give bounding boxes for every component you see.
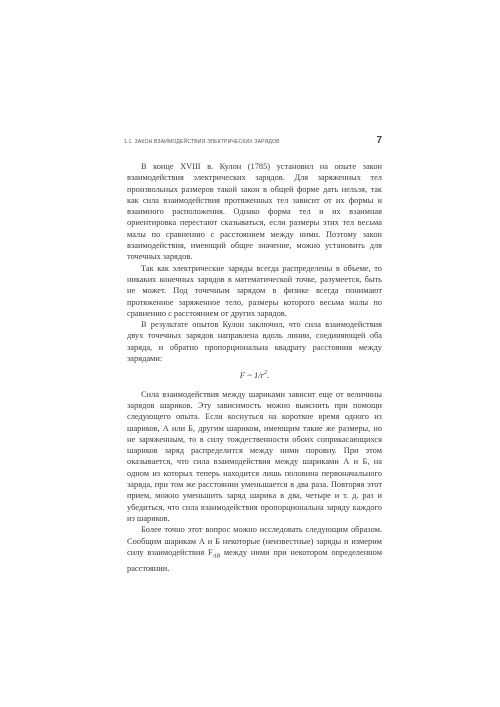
paragraph: В результате опытов Кулон заключил, что сила взаимодействия двух точечных зарядов направлена вдоль линии, соединяющей оба заряда, и обратно пропорциональна квадрату расстояния между зарядами: (127, 320, 382, 364)
paragraph-text: Более точно этот вопрос можно исследовать следующим образом. Сообщим шарикам А и Б некоторые (неизвестные) заряды и измерим силу взаимодействия F (127, 525, 382, 557)
body-text (127, 161, 382, 574)
paragraph (127, 524, 382, 574)
coulomb-formula (127, 370, 382, 381)
paragraph: Так как электрические заряды всегда распределены в объеме, то никаких конечных зарядов в математической точке, разумеется, быть не может. Под точечным зарядом в физике всегда понимают протяженное заряженное тело, размеры которого весьма малы по сравнению с расстоянием от других зарядов. (127, 263, 382, 318)
formula-end: . (267, 370, 270, 381)
page-number: 7 (376, 135, 382, 146)
section-title: 1.1. ЗАКОН ВЗАИМОДЕЙСТВИЯ ЭЛЕКТРИЧЕСКИХ ЗАРЯДОВ (124, 139, 280, 145)
formula-lhs: F ~ 1/r (239, 370, 265, 381)
force-subscript: AB (212, 553, 221, 560)
running-head (124, 135, 382, 146)
paragraph: Сила взаимодействия между шариками зависит еще от величины зарядов шариков. Эту зависимость можно выяснить при помощи следующего опыта. Если коснуться на короткое время одного из шариков, А или Б, другим шариком, имеющим такие же размеры, но не заряженным, то в силу тождественности обоих соприкасающихся шариков заряд распределится между ними поровну. При этом оказывается, что сила взаимодействия между шариками А и Б, на одном из которых теперь находится лишь половина первоначального заряда, при том же расстоянии уменьшается в два раза. Повторяя этот прием, можно уменьшить заряд шарика в два, четыре и т. д. раз и убедиться, что сила взаимодействия пропорциональна заряду каждого из шариков. (127, 389, 382, 523)
paragraph: В конце XVIII в. Кулон (1785) установил на опыте закон взаимодействия электрических зарядов. Для заряженных тел произвольных размеров такой закон в общей форме дать нельзя, так как сила взаимодействия протяженных тел зависит от их формы и взаимного расположения. Однако форма тел и их взаимная ориентировка перестают сказываться, если размеры этих тел весьма малы по сравнению с расстоянием между ними. Поэтому закон взаимодействия, имеющий общее значение, можно установить для точечных зарядов. (127, 162, 382, 262)
paragraph-text-end: между ними при некотором определенном расстоянии. (127, 547, 382, 573)
formula-exponent: 2 (264, 370, 268, 377)
